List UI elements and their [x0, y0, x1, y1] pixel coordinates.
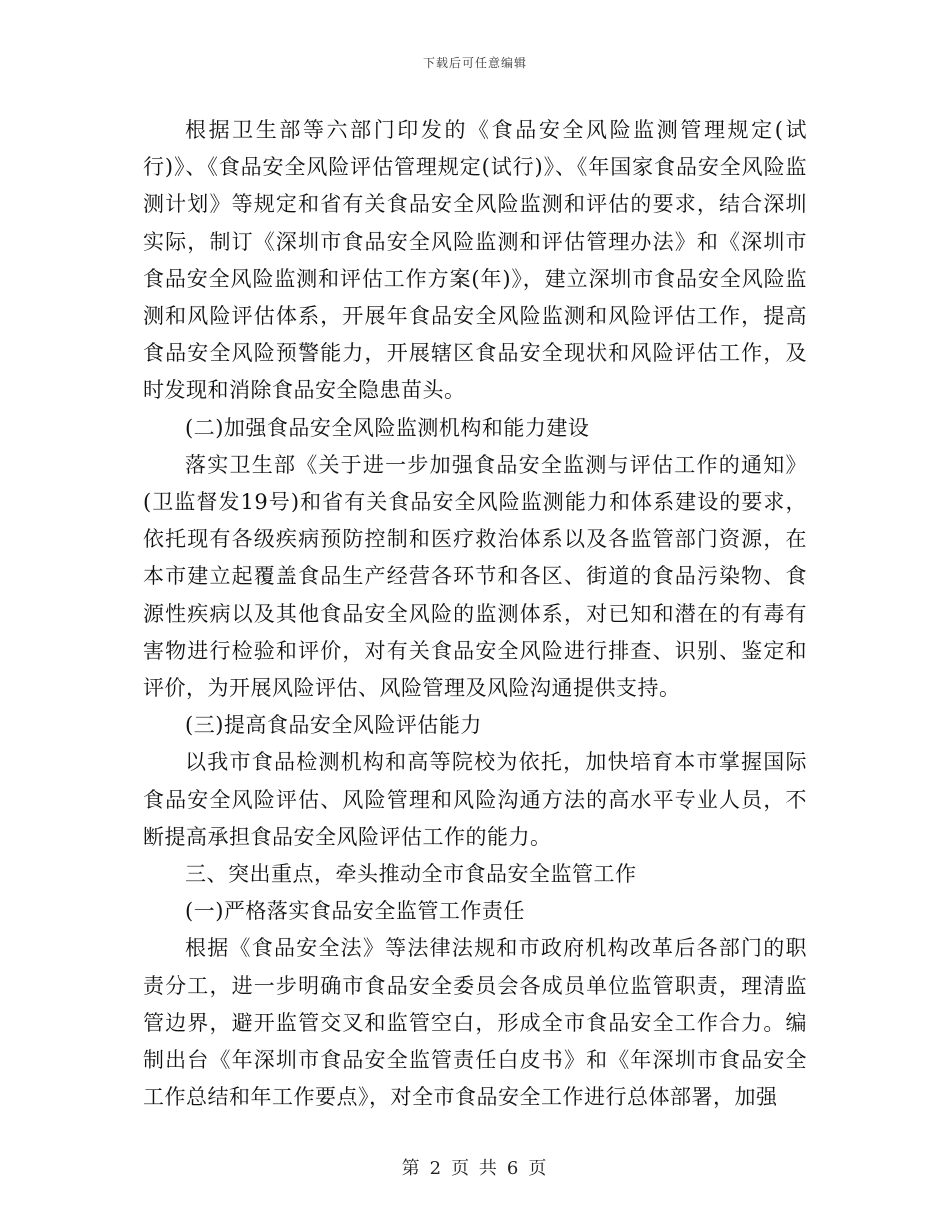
page-header-note: 下载后可任意编辑	[422, 56, 527, 70]
subheading-monitoring-capacity: (二)加强食品安全风险监测机构和能力建设	[185, 415, 590, 440]
paragraph-risk-monitoring-basis: 根据卫生部等六部门印发的《食品安全风险监测管理规定(试行)》、《食品安全风险评估管理规定(试行)》、《年国家食品安全风险监测计划》等规定和省有关食品安全风险监测和评估的要求，结合深圳实际，制订《深圳市食品安全风险监测和评估管理办法》和《深圳市食品安全风险监测和评估工作方案(年)》，建立深圳市食品安全风险监测和风险评估体系，开展年食品安全风险监测和风险评估工作，提高食品安全风险预警能力，开展辖区食品安全现状和风险评估工作，及时发现和消除食品安全隐患苗头。	[143, 118, 807, 403]
document-body	[143, 112, 807, 1116]
page-footer	[0, 1154, 950, 1180]
page-label-prefix: 第	[401, 1158, 422, 1179]
paragraph-monitoring-system: 落实卫生部《关于进一步加强食品安全监测与评估工作的通知》(卫监督发19号)和省有关食品安全风险监测能力和体系建设的要求，依托现有各级疾病预防控制和医疗救治体系以及各监管部门资源，在本市建立起覆盖食品生产经营各环节和各区、街道的食品污染物、食源性疾病以及其他食品安全风险的监测体系，对已知和潜在的有毒有害物进行检验和评价，对有关食品安全风险进行排查、识别、鉴定和评价，为开展风险评估、风险管理及风险沟通提供支持。	[143, 452, 807, 701]
total-page-count: 6	[506, 1158, 521, 1179]
paragraph-supervision-duties: 根据《食品安全法》等法律法规和市政府机构改革后各部门的职责分工，进一步明确市食品安全委员会各成员单位监管职责，理清监管边界，避开监管交叉和监管空白，形成全市食品安全工作合力。编制出台《年深圳市食品安全监管责任白皮书》和《年深圳市食品安全工作总结和年工作要点》，对全市食品安全工作进行总体部署，加强	[143, 936, 807, 1110]
subheading-assessment-capacity: (三)提高食品安全风险评估能力	[185, 713, 482, 738]
page-label-suffix: 页	[528, 1158, 549, 1179]
page-label-middle: 页 共	[451, 1158, 499, 1179]
current-page-number: 2	[429, 1158, 444, 1179]
paragraph-assessment-talent: 以我市食品检测机构和高等院校为依托，加快培育本市掌握国际食品安全风险评估、风险管理和风险沟通方法的高水平专业人员，不断提高承担食品安全风险评估工作的能力。	[143, 750, 807, 849]
subheading-supervision-responsibility: (一)严格落实食品安全监管工作责任	[185, 899, 525, 924]
section-heading-key-priorities: 三、突出重点，牵头推动全市食品安全监管工作	[185, 862, 637, 887]
